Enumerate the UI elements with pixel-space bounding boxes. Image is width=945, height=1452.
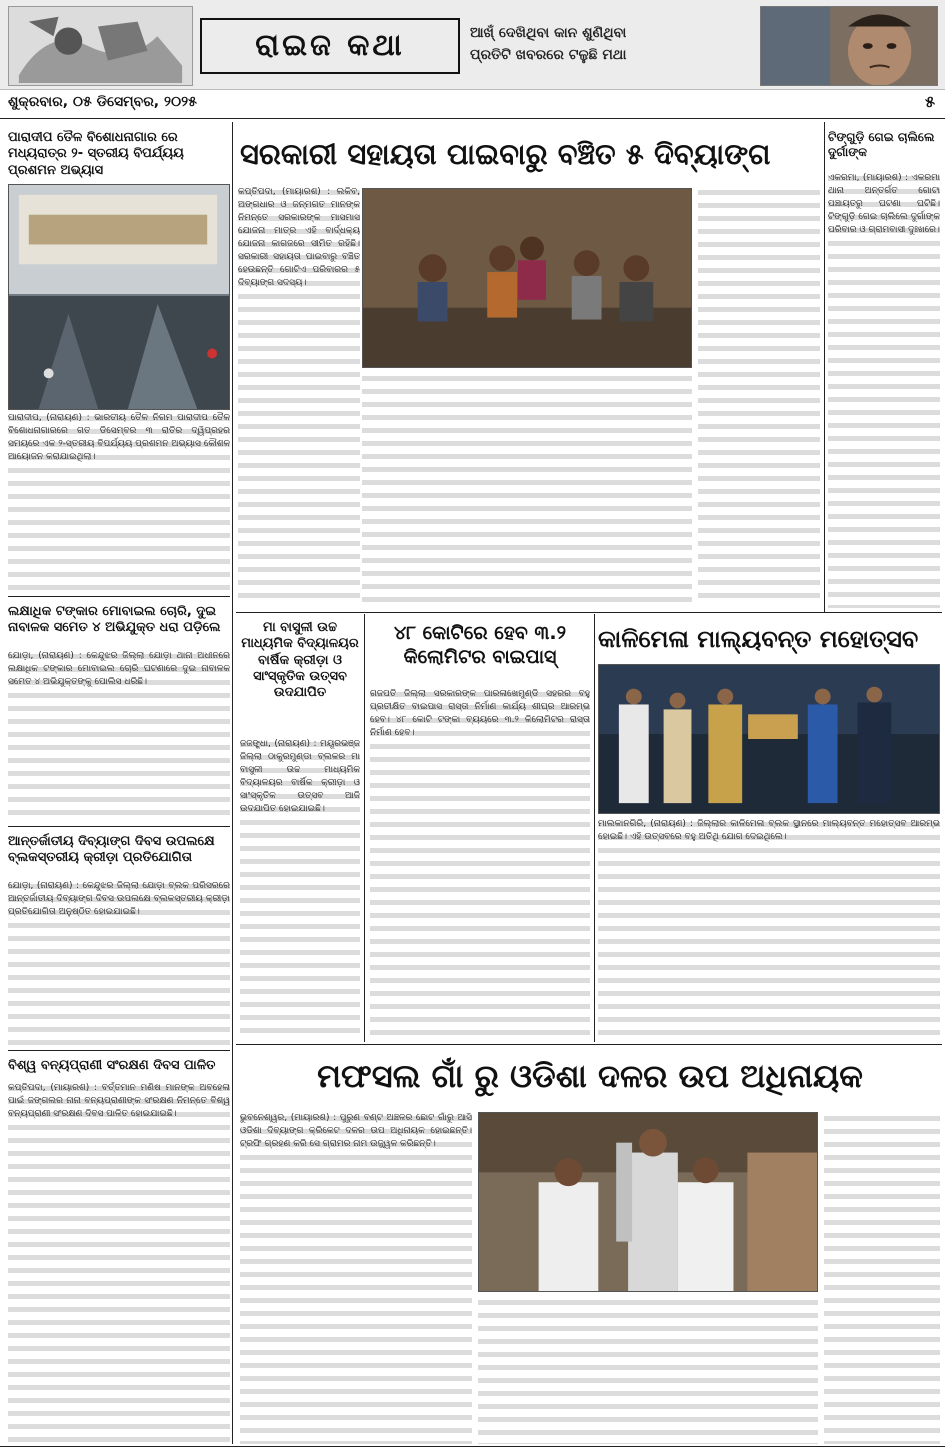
masthead-title: ରାଇଜ କଥା	[200, 18, 460, 74]
column-divider	[364, 614, 365, 1042]
divyang-main-body: କପ୍ତିପଦା, (ମାୟାରଶ) : ଲକିବ, ଅଙ୍ଗଧାର ଓ ଜନ୍ମଗତ ମାନଙ୍କ ନିମନ୍ତେ ସରକାରଙ୍କ ମାସମାସ ଯୋଜନା ମାତ୍ର ଏହି ବାର୍ଦ୍ଧକ୍ୟ ଯୋଜନା କାଗଜରେ ସୀମିତ ରହିଛି। ସରକାରୀ ସହାୟତା ପାଇବାରୁ ବଞ୍ଚିତ ହେଉଛନ୍ତି ଗୋଟିଏ ପରିବାରର ୫ ଦିବ୍ୟାଙ୍ଗ ସଦସ୍ୟ।	[238, 186, 360, 606]
kalimela-headline: କାଳିମେଳା ମାଲ୍ୟବନ୍ତ ମହୋତ୍ସବ	[598, 625, 919, 653]
section-rule	[8, 596, 230, 597]
vice-captain-body: ଭୁବନେଶ୍ୱର, (ମାୟାରଶ) : ପୁରୁଣ ବଣ୍ଟ ଅଞ୍ଚଳର ଛୋଟ ଗାଁରୁ ଆସି ଓଡିଶା ଦିବ୍ୟାଙ୍ଗ କ୍ରିକେଟ ଦଳର ଉପ ଅଧିନାୟକ ହୋଇଛନ୍ତି। ଟ୍ରଫି ଗ୍ରହଣ କରି ସେ ଗ୍ରାମର ନାମ ଉଜ୍ଜ୍ୱଳ କରିଛନ୍ତି।	[240, 1112, 472, 1444]
vice-captain-headline: ମଫସଲ ଗାଁ ରୁ ଓଡିଶା ଦଳର ଉପ ଅଧିନାୟକ	[317, 1057, 863, 1095]
divyang-main-body-column-3	[698, 186, 820, 606]
masthead-tagline-line-1: ଆଖ୍ଁ ଦେଖିଥିବା କାନ ଶୁଣିଥିବା	[470, 25, 627, 41]
divyang-main-body-continued	[362, 372, 692, 608]
school-body: ଜଜଙ୍ଗ୍ଧା, (ନାରାୟଣ) : ମୟୂରଭଞ୍ଜ ଜିଲ୍ଲା ଠାକୁରମୁଣ୍ଡା ବ୍ଲକର ମା ବାସୁଳୀ ଉଚ୍ଚ ମାଧ୍ୟମିକ ବିଦ୍ୟାଳୟର ବାର୍ଷିକ କ୍ରୀଡ଼ା ଓ ସାଂସ୍କୃତିକ ଉତ୍ସବ ଆଜି ଉଦଯାପିତ ହୋଇଯାଇଛି।	[240, 738, 360, 1040]
paradeep-body: ପାରାଦୀପ, (ନାରାୟଣ) : ଭାରତୀୟ ତୈଳ ନିଗମ ପାରାଦୀପ ତୈଳ ବିଶୋଧନାଗାରରେ ଗତ ଡିସେମ୍ବର ୩ ରାତିର ଦ୍ୱିପ୍ରହର ସମୟରେ ଏକ ୨-ସ୍ତରୀୟ ବିପର୍ଯ୍ୟୟ ପ୍ରଶମନ ଅଭ୍ୟାସ କୌଶଳ ଆୟୋଜନ କରାଯାଇଥିଲା।	[8, 412, 230, 590]
mobile-theft-body: ଯୋଡ଼ା, (ନାରାୟଣ) : କେନ୍ଦୁଝର ଜିଲ୍ଲା ଯୋଡ଼ା ଥାନା ଅଧୀନରେ ଲକ୍ଷାଧିକ ଟଙ୍କାର ମୋବାଇଲ ଚୋରି ଘଟଣାରେ ଦୁଇ ନାବାଳକ ସମେତ ୪ ଅଭିଯୁକ୍ତଙ୍କୁ ପୋଲିସ ଧରିଛି।	[8, 650, 230, 822]
kalimela-body: ମାଲକାନଗିରି, (ନାରାୟଣ) : ଜିଲ୍ଲାର କାଳିମେଳା ବ୍ଲକ ସ୍ଥାନରେ ମାଲ୍ୟବନ୍ତ ମହୋତ୍ସବ ଆରମ୍ଭ ହୋଇଛି। ଏହି ଉତ୍ସବରେ ବହୁ ଅତିଥି ଯୋଗ ଦେଇଥିଲେ।	[598, 818, 940, 1042]
divyang-day-body: ଯୋଡ଼ା, (ନାରାୟଣ) : କେନ୍ଦୁଝର ଜିଲ୍ଲା ଯୋଡ଼ା ବ୍ଲକ ପରିସରରେ ଆନ୍ତର୍ଜାତୀୟ ଦିବ୍ୟାଙ୍ଗ ଦିବସ ଉପଲକ୍ଷେ ବ୍ଲକସ୍ତରୀୟ କ୍ରୀଡ଼ା ପ୍ରତିଯୋଗିତା ଅନୁଷ୍ଠିତ ହୋଇଯାଇଛି।	[8, 880, 230, 1048]
bypass-headline: ୪୮ କୋଟିରେ ହେବ ୩.୨ କିଲୋମିଟର ବାଇପାସ୍	[393, 622, 567, 668]
divyang-family-photo	[362, 188, 692, 368]
masthead-right-photo	[760, 6, 938, 86]
column-divider	[232, 122, 233, 1444]
masthead-tagline-line-2: ପ୍ରତିଟି ଖବରରେ ଟଳୁଛି ମଥା	[470, 47, 627, 63]
vice-captain-body-continued	[478, 1296, 818, 1444]
divyang-day-headline: ଆନ୍ତର୍ଜାତୀୟ ଦିବ୍ୟାଙ୍ଗ ଦିବସ ଉପଲକ୍ଷେ ବ୍ଲକସ୍ତରୀୟ କ୍ରୀଡ଼ା ପ୍ରତିଯୋଗିତା	[8, 834, 215, 866]
wildlife-day-body: କପ୍ତିପଦା, (ମାୟାରଶ) : ବର୍ତ୍ତମାନ ମଣିଷ ମାନଙ୍କ ଅବହେଳା ପାଇଁ ଜଙ୍ଗଲର ନାନା ବନ୍ୟପ୍ରାଣୀଙ୍କ ସଂରକ୍ଷଣ ନିମନ୍ତେ ବିଶ୍ୱ ବନ୍ୟପ୍ରାଣୀ ସଂରକ୍ଷଣ ଦିବସ ପାଳିତ ହୋଇଯାଇଛି।	[8, 1082, 230, 1444]
section-rule	[236, 612, 942, 613]
paradeep-photo	[8, 184, 230, 410]
page-number: ୫	[925, 92, 935, 111]
mobile-theft-headline: ଲକ୍ଷାଧିକ ଟଙ୍କାର ମୋବାଇଲ ଚୋରି, ଦୁଇ ନାବାଳକ ସମେତ ୪ ଅଭିଯୁକ୍ତ ଧରା ପଡ଼ିଲେ	[8, 604, 221, 636]
masthead-tagline	[470, 22, 750, 66]
column-divider	[824, 122, 825, 612]
section-rule	[236, 1044, 942, 1045]
paradeep-headline: ପାରାଦୀପ ତୈଳ ବିଶୋଧନାଗାର ରେ ମଧ୍ୟରାତ୍ର ୨- ସ୍ତରୀୟ ବିପର୍ଯ୍ୟୟ ପ୍ରଶମନ ଅଭ୍ୟାସ	[8, 130, 184, 178]
durga-headline: ଟିଙ୍ଗୁଡ଼ି ଗେଇ ଚାଲିଲେ ଦୁର୍ଗାଙ୍କ	[828, 130, 935, 159]
kalimela-event-photo	[598, 664, 940, 814]
section-rule	[8, 1050, 230, 1051]
bypass-body: ଗଜପତି ଜିଲ୍ଲା ସରକାରଙ୍କ ପାରଳାଖେମୁଣ୍ଡି ସହରର ବହୁ ପ୍ରତୀକ୍ଷିତ ବାଇପାସ ରାସ୍ତା ନିର୍ମାଣ କାର୍ଯ୍ୟ ଶୀଘ୍ର ଆରମ୍ଭ ହେବ। ୪୮ କୋଟି ଟଙ୍କା ବ୍ୟୟରେ ୩.୨ କିଲୋମିଟର ରାସ୍ତା ନିର୍ମାଣ ହେବ।	[370, 688, 590, 1042]
column-divider	[594, 614, 595, 1042]
section-rule	[8, 826, 230, 827]
school-headline: ମା ବାସୁଳୀ ଉଚ୍ଚ ମାଧ୍ୟମିକ ବିଦ୍ୟାଳୟର ବାର୍ଷିକ କ୍ରୀଡ଼ା ଓ ସାଂସ୍କୃତିକ ଉତ୍ସବ ଉଦଯାପିତ	[241, 620, 359, 700]
dateline: ଶୁକ୍ରବାର, ୦୫ ଡିସେମ୍ବର, ୨୦୨୫	[8, 94, 197, 110]
top-rule	[0, 118, 945, 119]
vice-captain-trophy-photo	[478, 1112, 818, 1292]
wildlife-day-headline: ବିଶ୍ୱ ବନ୍ୟପ୍ରାଣୀ ସଂରକ୍ଷଣ ଦିବସ ପାଳିତ	[8, 1058, 216, 1073]
bottom-rule	[0, 1446, 945, 1447]
vice-captain-body-column-3	[824, 1112, 940, 1444]
durga-body: ଏକରମା, (ମାୟାରଶ) : ଏକରମା ଥାନା ଅନ୍ତର୍ଗତ ଗୋଟା ପଞ୍ଚାୟତରୁ ଘଟଣା ଘଟିଛି। ଟିଙ୍ଗୁଡ଼ି ଗେଇ ଚାଲିଲେ ଦୁର୍ଗାଙ୍କ ପରିବାର ଓ ଗ୍ରାମବାସୀ ଦୁଃଖରେ।	[828, 172, 940, 608]
masthead-left-illustration	[8, 6, 193, 86]
divyang-main-headline: ସରକାରୀ ସହାୟତା ପାଇବାରୁ ବଞ୍ଚିତ ୫ ଦିବ୍ୟାଙ୍ଗ	[240, 137, 771, 171]
